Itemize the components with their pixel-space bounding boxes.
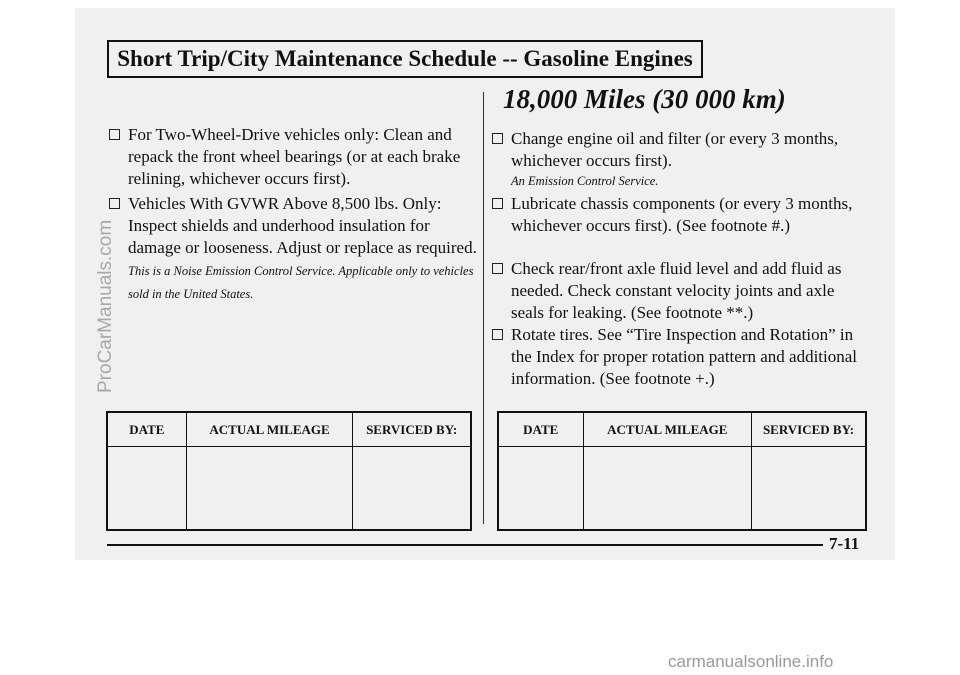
service-log-table-left: [106, 411, 472, 531]
checklist-item: For Two-Wheel-Drive vehicles only: Clean and repack the front wheel bearings (or at each brake relining, whichever occurs first).: [106, 124, 484, 190]
column-header-serviced-by: SERVICED BY:: [353, 412, 471, 447]
table-row: [498, 447, 866, 531]
page-title: Short Trip/City Maintenance Schedule -- Gasoline Engines: [107, 40, 703, 78]
checklist-item: Change engine oil and filter (or every 3 months, whichever occurs first). An Emission Control Service.: [489, 128, 869, 190]
mileage-cell[interactable]: [186, 447, 353, 531]
column-header-actual-mileage: ACTUAL MILEAGE: [583, 412, 752, 447]
checkbox-icon[interactable]: [492, 198, 503, 209]
checklist-item: Vehicles With GVWR Above 8,500 lbs. Only: Inspect shields and underhood insulation for damage or looseness. Adjust or replace as required. This is a Noise Emission Control Service. Applicable only to vehicles sold in the United States.: [106, 193, 484, 305]
checkbox-icon[interactable]: [109, 129, 120, 140]
mileage-cell[interactable]: [583, 447, 752, 531]
column-header-date: DATE: [498, 412, 583, 447]
site-footer-text: carmanualsonline.info: [668, 652, 834, 671]
checklist-item: Lubricate chassis components (or every 3 months, whichever occurs first). (See footnote #.): [489, 193, 869, 237]
column-header-serviced-by: SERVICED BY:: [752, 412, 866, 447]
service-log-table-right: [497, 411, 867, 531]
watermark-text: ProCarManuals.com: [95, 219, 116, 393]
service-note: An Emission Control Service.: [511, 174, 659, 188]
date-cell[interactable]: [107, 447, 186, 531]
table-row: [107, 447, 471, 531]
date-cell[interactable]: [498, 447, 583, 531]
checkbox-icon[interactable]: [492, 133, 503, 144]
mileage-heading: 18,000 Miles (30 000 km): [503, 84, 786, 114]
checkbox-icon[interactable]: [109, 198, 120, 209]
checkbox-icon[interactable]: [492, 263, 503, 274]
column-header-actual-mileage: ACTUAL MILEAGE: [186, 412, 353, 447]
service-note: This is a Noise Emission Control Service. Applicable only to vehicles sold in the United States.: [128, 264, 474, 301]
checklist-item: Check rear/front axle fluid level and add fluid as needed. Check constant velocity joints and axle seals for leaking. (See footnote **.): [489, 258, 869, 324]
footer-rule: [107, 544, 823, 546]
serviced-by-cell[interactable]: [353, 447, 471, 531]
checklist-item: Rotate tires. See “Tire Inspection and Rotation” in the Index for proper rotation pattern and additional information. (See footnote +.): [489, 324, 869, 390]
page-number: 7-11: [829, 534, 860, 553]
serviced-by-cell[interactable]: [752, 447, 866, 531]
column-header-date: DATE: [107, 412, 186, 447]
checkbox-icon[interactable]: [492, 329, 503, 340]
